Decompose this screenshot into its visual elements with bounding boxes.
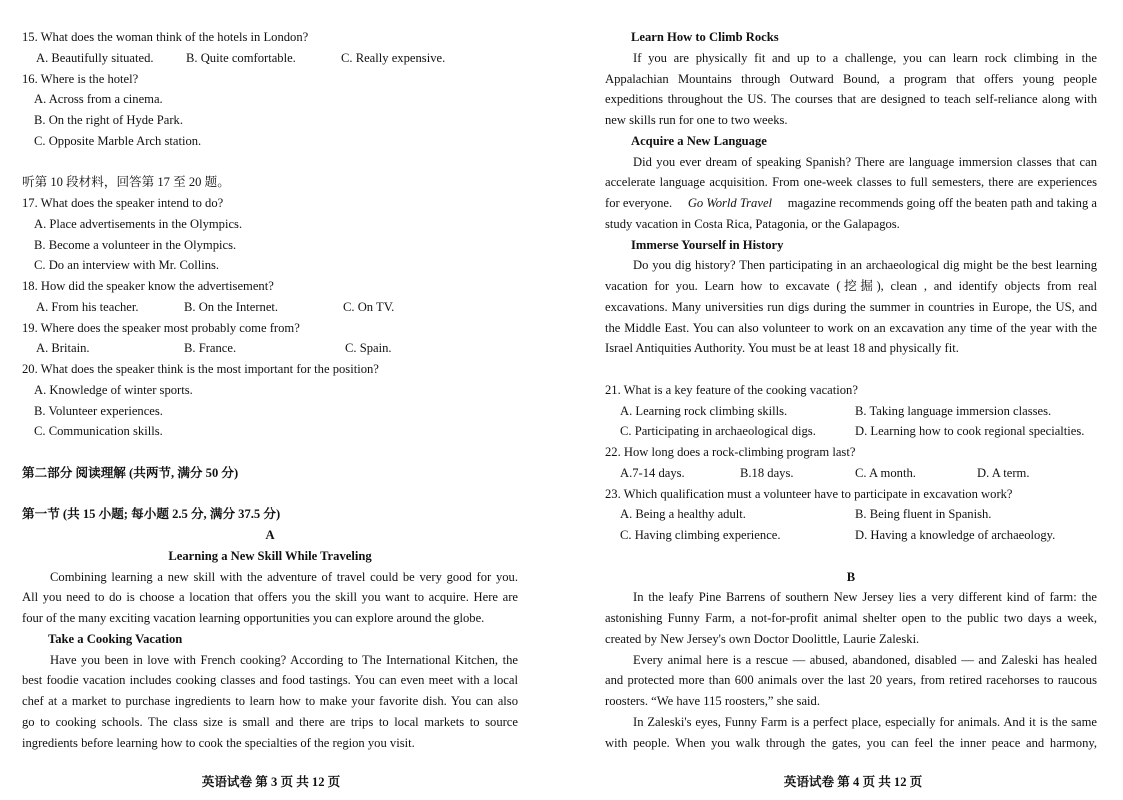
part-heading: 第二部分 阅读理解 (共两节, 满分 50 分) <box>22 465 239 480</box>
option-a: A. Beautifully situated. <box>36 50 154 65</box>
paragraph-line: Appalachian Mountains through Outward Bound, a program that offers young people <box>605 71 1097 86</box>
paragraph-line: the Middle East. You can also volunteer to work on an excavation any time of the year with the <box>605 320 1097 335</box>
options-row <box>605 463 1097 484</box>
paragraph-line: Israel Antiquities Authority. You must be at least 18 and physically fit. <box>605 341 959 356</box>
question-21: 21. What is a key feature of the cooking vacation? <box>605 382 858 397</box>
option-c: C. Opposite Marble Arch station. <box>34 133 202 148</box>
paragraph-line: Do you dig history? Then participating in an archaeological dig might be the best learning <box>633 258 1097 273</box>
paragraph-line: best foodie vacation includes cooking classes and food tastings. You can even meet with a local <box>22 673 518 688</box>
option-a: A. Being a healthy adult. <box>620 507 746 522</box>
option-a: A. Britain. <box>36 341 90 356</box>
option-b: B. On the Internet. <box>184 299 279 314</box>
paragraph-line: go to cooking schools. The class size is small and there are trips to local markets to source <box>22 714 518 729</box>
paragraph-line: Did you ever dream of speaking Spanish? There are language immersion classes that can <box>633 154 1097 169</box>
option-c: C. On TV. <box>343 299 395 314</box>
paragraph-line: excavations. Many universities run digs during the summer in countries in Europe, the US, and <box>605 299 1097 314</box>
paragraph-line: accelerate language acquisition. From one-week classes to full semesters, there are experiences <box>605 175 1097 190</box>
option-b: B. Taking language immersion classes. <box>855 403 1052 418</box>
paragraph-line: chef at a market to purchase ingredients to learn how to make your favorite dish. You can also <box>22 694 518 708</box>
question-22: 22. How long does a rock-climbing program last? <box>605 445 856 459</box>
page-3-column <box>22 27 518 753</box>
paragraph-line: In Zaleski's eyes, Funny Farm is a perfect place, especially for animals. And it is the same <box>633 714 1097 729</box>
option-a: A.7-14 days. <box>620 465 685 480</box>
text: magazine recommends going off the beaten path and taking a <box>787 196 1097 210</box>
option-a: A. Learning rock climbing skills. <box>620 403 788 418</box>
option-b: B. Volunteer experiences. <box>34 403 163 418</box>
question-18: 18. How did the speaker know the advertisement? <box>22 279 274 293</box>
option-d: D. Learning how to cook regional specialties. <box>855 424 1085 439</box>
paragraph-line: new skills run for one to two weeks. <box>605 113 788 127</box>
question-19: 19. Where does the speaker most probably come from? <box>22 320 300 335</box>
option-d: D. Having a knowledge of archaeology. <box>855 528 1056 542</box>
subheading: Immerse Yourself in History <box>631 237 784 252</box>
paragraph-line: If you are physically fit and up to a challenge, you can learn rock climbing in the <box>633 50 1097 65</box>
passage-letter: A <box>265 528 275 542</box>
option-c: C. Really expensive. <box>341 50 446 65</box>
option-a: A. Across from a cinema. <box>34 92 163 107</box>
option-b: B. Being fluent in Spanish. <box>855 507 992 522</box>
option-a: A. From his teacher. <box>36 299 139 314</box>
paragraph-line: In the leafy Pine Barrens of southern New Jersey lies a very different kind of farm: the <box>633 590 1097 605</box>
option-c: C. A month. <box>855 465 916 480</box>
option-c: C. Communication skills. <box>34 424 163 439</box>
subheading: Acquire a New Language <box>631 133 767 148</box>
question-17: 17. What does the speaker intend to do? <box>22 196 224 210</box>
option-c: C. Do an interview with Mr. Collins. <box>34 258 220 273</box>
paragraph-line: expeditions throughout the US. The courses that are designed to teach self-reliance along with <box>605 92 1097 107</box>
option-a: A. Place advertisements in the Olympics. <box>34 216 243 231</box>
options-row <box>605 421 1097 442</box>
text: for everyone. <box>605 196 673 210</box>
option-c: C. Spain. <box>345 341 392 356</box>
magazine-name: Go World Travel <box>687 196 773 210</box>
paragraph-line: study vacation in Costa Rica, Patagonia, or the Galapagos. <box>605 216 900 231</box>
option-b: B.18 days. <box>740 465 794 480</box>
paragraph-line: All you need to do is choose a location that offers you the skill you want to acquire. Here are <box>22 590 518 605</box>
subheading: Take a Cooking Vacation <box>48 631 183 646</box>
paragraph-line: Every animal here is a rescue — abused, abandoned, disabled — and Zaleski has healed <box>633 652 1097 667</box>
section-heading: 第一节 (共 15 小题; 每小题 2.5 分, 满分 37.5 分) <box>22 507 281 522</box>
page-footer: 英语试卷 第 3 页 共 12 页 <box>201 775 341 789</box>
option-d: D. A term. <box>977 465 1030 480</box>
question-23: 23. Which qualification must a volunteer have to participate in excavation work? <box>605 486 1013 501</box>
paragraph-line: vacation for you. Learn how to excavate (挖掘), clean , and identify objects from real <box>605 279 1097 293</box>
question-15: 15. What does the woman think of the hotels in London? <box>22 30 309 44</box>
passage-title: Learning a New Skill While Traveling <box>168 548 372 563</box>
paragraph-line: created by New Jersey's own Doctor Doolittle, Laurie Zaleski. <box>605 631 920 646</box>
page-4-column <box>605 27 1097 753</box>
option-b: B. Become a volunteer in the Olympics. <box>34 237 237 252</box>
options-row <box>605 401 1097 422</box>
question-18-options <box>22 297 518 318</box>
paragraph-line: four of the many exciting vacation learning opportunities you can explore around the globe. <box>22 611 485 625</box>
question-15-options <box>22 48 518 69</box>
paragraph-line <box>605 193 1097 214</box>
option-c: C. Having climbing experience. <box>620 528 781 542</box>
subheading: Learn How to Climb Rocks <box>631 30 779 44</box>
option-b: B. Quite comfortable. <box>186 50 296 65</box>
paragraph-line: Combining learning a new skill with the adventure of travel could be very good for you. <box>50 569 518 584</box>
question-16: 16. Where is the hotel? <box>22 71 139 86</box>
question-19-options <box>22 338 518 359</box>
page-footer: 英语试卷 第 4 页 共 12 页 <box>783 775 923 789</box>
section-instruction: 听第 10 段材料，回答第 17 至 20 题。 <box>22 175 230 190</box>
option-a: A. Knowledge of winter sports. <box>34 382 193 397</box>
question-20: 20. What does the speaker think is the most important for the position? <box>22 362 379 376</box>
paragraph-line: ingredients before learning how to cook the specialties of the region you visit. <box>22 735 415 750</box>
passage-letter: B <box>846 569 856 584</box>
options-row <box>605 525 1097 546</box>
paragraph-line: with people. When you walk through the gates, you can feel the inner peace and harmony, <box>605 735 1097 750</box>
paragraph-line: Have you been in love with French cooking? According to The International Kitchen, the <box>50 652 518 667</box>
paragraph-line: roosters. “We have 115 roosters,” she said. <box>605 694 820 708</box>
option-b: B. France. <box>184 341 237 356</box>
paragraph-line: astonishing Funny Farm, a not-for-profit animal shelter open to the public two days a week, <box>605 611 1097 625</box>
option-c: C. Participating in archaeological digs. <box>620 424 816 439</box>
option-b: B. On the right of Hyde Park. <box>34 113 184 127</box>
paragraph-line: and protected more than 600 animals over the last 20 years, from retired racehorses to raucous <box>605 673 1097 688</box>
options-row <box>605 504 1097 525</box>
